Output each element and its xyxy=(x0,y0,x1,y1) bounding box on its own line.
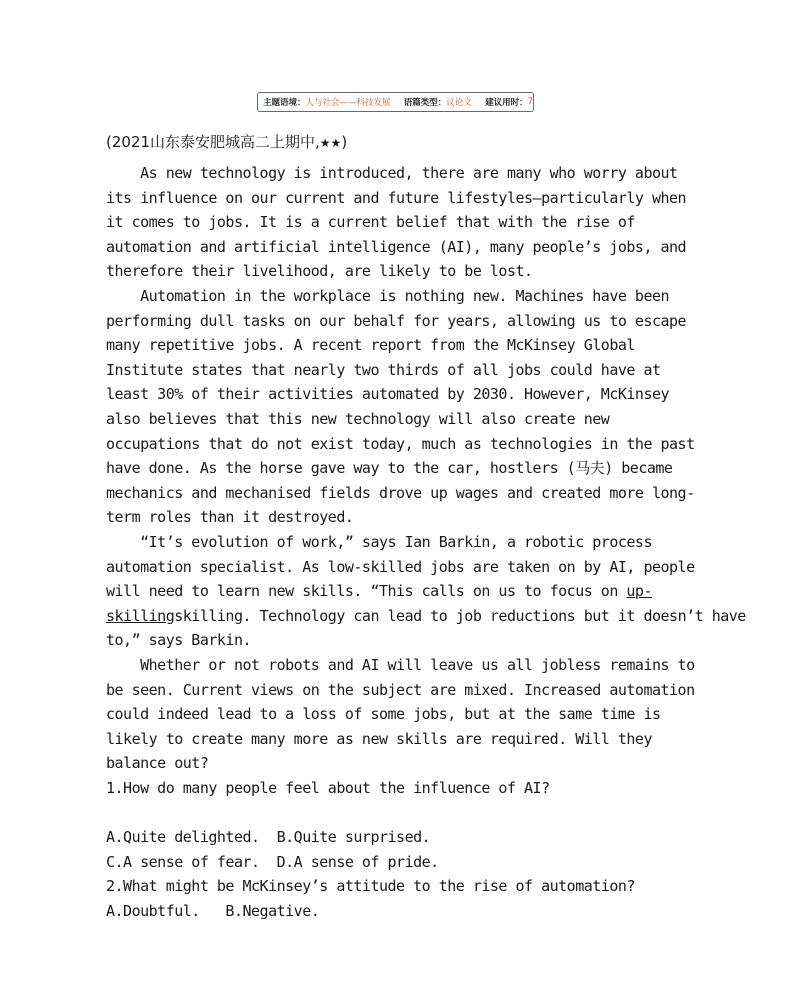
question-1-options-cd: C.A sense of fear. D.A sense of pride. xyxy=(106,853,439,871)
passage-line: balance out? xyxy=(106,754,209,772)
time-label: 建议用时： xyxy=(485,98,528,108)
passage-line: mechanics and mechanised fields drove up wages and created more long- xyxy=(106,484,695,502)
underlined-word: skilling xyxy=(106,607,175,625)
type-value: 议论文 xyxy=(446,98,472,108)
underlined-word: up- xyxy=(626,582,652,600)
theme-value: 人与社会——科技发展 xyxy=(305,98,391,108)
passage-line: many repetitive jobs. A recent report from the McKinsey Global xyxy=(106,336,635,354)
passage-line-text: will need to learn new skills. “This calls on us to focus on xyxy=(106,582,627,600)
passage-line: Automation in the workplace is nothing new. Machines have been xyxy=(106,287,670,305)
question-2: 2.What might be McKinsey’s attitude to the rise of automation? xyxy=(106,877,635,895)
type-label: 语篇类型： xyxy=(403,98,447,108)
passage-line: Whether or not robots and AI will leave us all jobless remains to xyxy=(106,656,695,674)
passage-line: it comes to jobs. It is a current belief that with the rise of xyxy=(106,213,635,231)
passage-line: be seen. Current views on the subject are mixed. Increased automation xyxy=(106,681,695,699)
passage-line: therefore their livelihood, are likely to be lost. xyxy=(106,262,533,280)
passage-line: have done. As the horse gave way to the car, hostlers (马夫) became xyxy=(106,459,673,477)
passage-line: As new technology is introduced, there are many who worry about xyxy=(106,164,678,182)
passage-line: could indeed lead to a loss of some jobs, but at the same time is xyxy=(106,705,661,723)
topic-info-box xyxy=(257,92,534,112)
time-value: 7 xyxy=(527,97,533,107)
source-close: ) xyxy=(341,133,348,151)
passage-line: its influence on our current and future lifestyles—particularly when xyxy=(106,189,687,207)
source-citation xyxy=(106,131,347,152)
passage-line: to,” says Barkin. xyxy=(106,631,252,649)
passage-line: least 30% of their activities automated by 2030. However, McKinsey xyxy=(106,385,670,403)
passage-line-text: skilling. Technology can lead to job reductions but it doesn’t have xyxy=(174,607,746,625)
passage-line: automation specialist. As low-skilled jobs are taken on by AI, people xyxy=(106,558,695,576)
passage-line: performing dull tasks on our behalf for years, allowing us to escape xyxy=(106,312,687,330)
question-2-options-ab: A.Doubtful. B.Negative. xyxy=(106,902,320,920)
theme-label: 主题语境： xyxy=(263,98,306,108)
passage-line xyxy=(106,607,746,625)
passage-line: “It’s evolution of work,” says Ian Barkin, a robotic process xyxy=(106,533,652,551)
passage-line: automation and artificial intelligence (AI), many people’s jobs, and xyxy=(106,238,687,256)
source-text: (2021山东泰安肥城高二上期中, xyxy=(106,133,320,151)
difficulty-stars-icon: ★★ xyxy=(319,136,342,150)
passage-line: term roles than it destroyed. xyxy=(106,508,354,526)
question-1-options-ab: A.Quite delighted. B.Quite surprised. xyxy=(106,828,431,846)
question-1: 1.How do many people feel about the influence of AI? xyxy=(106,779,550,797)
passage-line: also believes that this new technology will also create new xyxy=(106,410,610,428)
passage-line: Institute states that nearly two thirds of all jobs could have at xyxy=(106,361,661,379)
passage-line: likely to create many more as new skills are required. Will they xyxy=(106,730,652,748)
passage-line: occupations that do not exist today, much as technologies in the past xyxy=(106,435,695,453)
passage-line xyxy=(106,582,652,600)
